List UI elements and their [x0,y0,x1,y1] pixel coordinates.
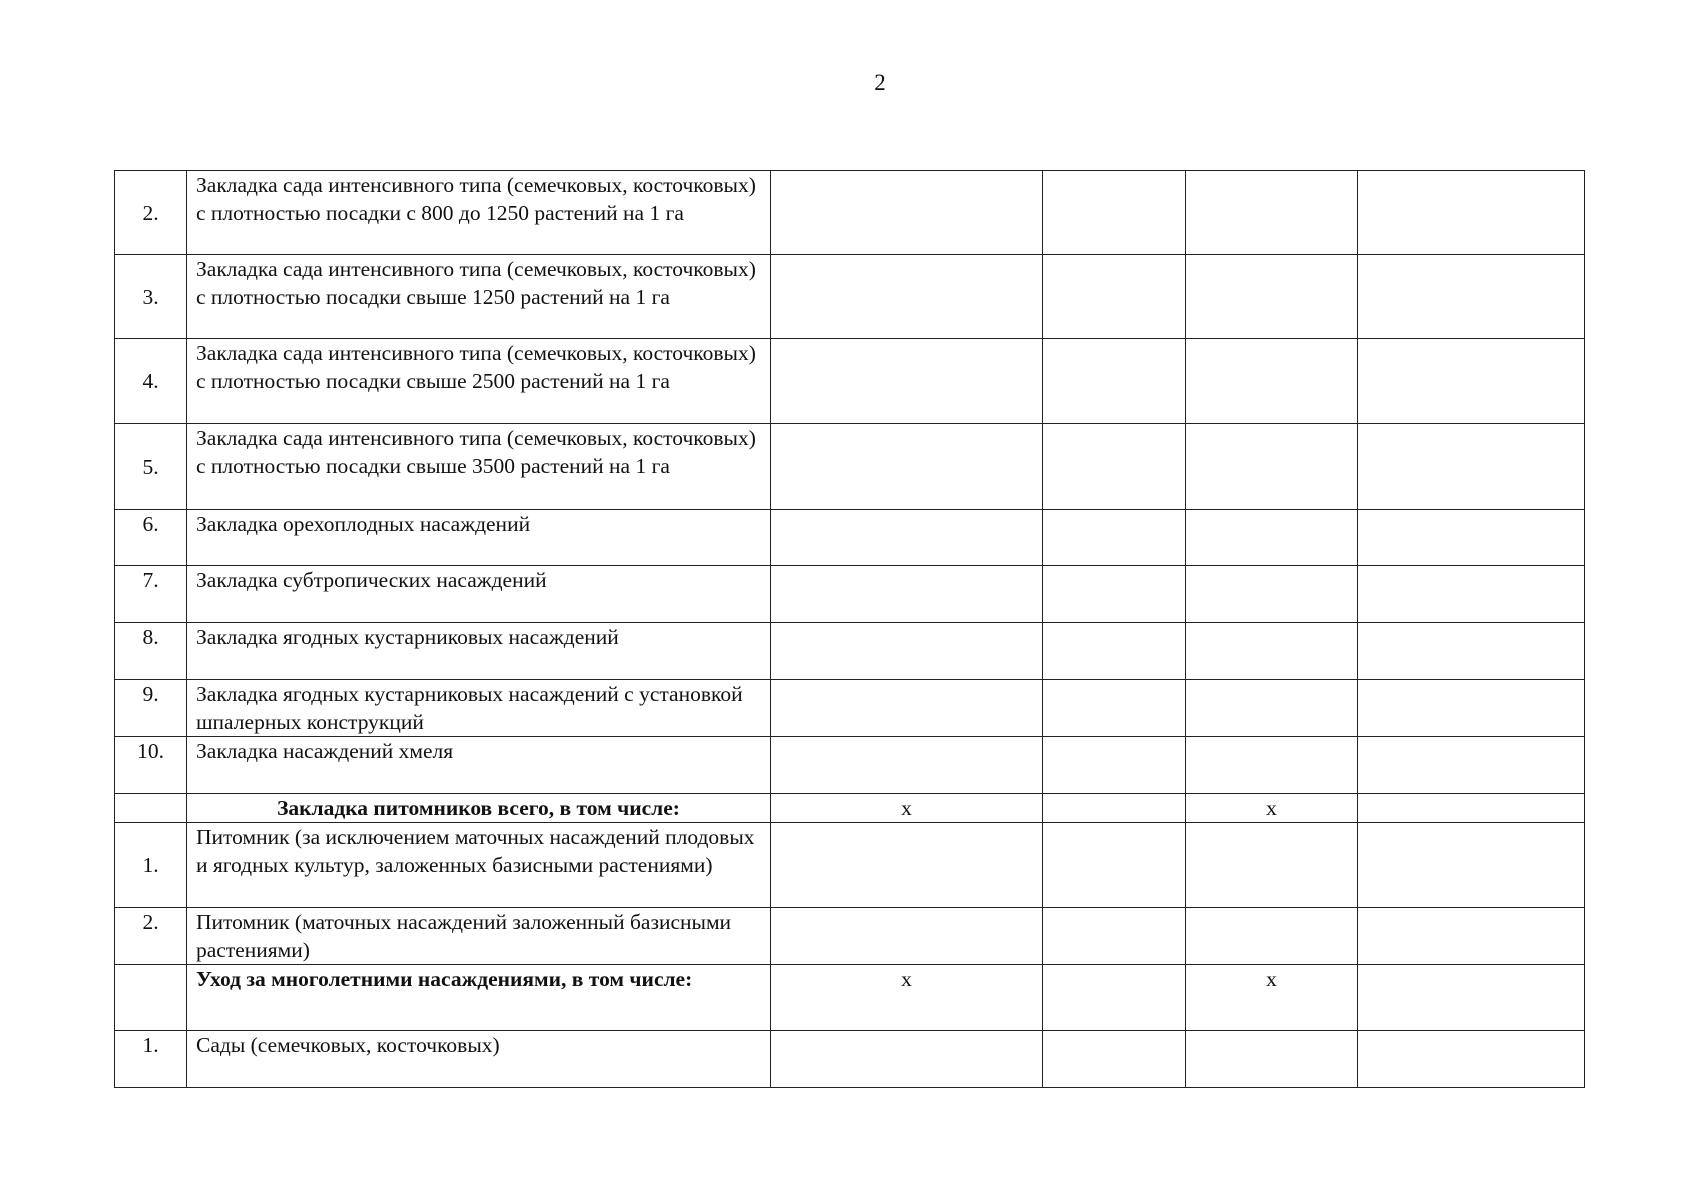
row-value-4 [1358,424,1585,510]
row-value-4 [1358,908,1585,965]
row-value-3: х [1186,965,1358,1031]
row-value-4 [1358,737,1585,794]
row-value-4 [1358,339,1585,424]
row-value-1 [771,510,1043,566]
table-row [115,623,1585,680]
table-row [115,908,1585,965]
row-value-4 [1358,171,1585,255]
row-value-1 [771,339,1043,424]
row-value-2 [1043,737,1186,794]
row-value-3 [1186,566,1358,623]
row-value-1 [771,424,1043,510]
row-value-2 [1043,255,1186,339]
row-number: 4. [115,339,187,424]
row-number: 1. [115,1031,187,1088]
row-value-4 [1358,566,1585,623]
row-value-4 [1358,680,1585,737]
row-value-1 [771,171,1043,255]
row-value-1 [771,737,1043,794]
row-name: Закладка орехоплодных насаждений [187,510,771,566]
row-value-2 [1043,965,1186,1031]
table-row [115,255,1585,339]
row-value-3 [1186,424,1358,510]
row-name: Закладка сада интенсивного типа (семечковых, косточковых) с плотностью посадки свыше 3500 растений на 1 га [187,424,771,510]
table-row [115,794,1585,823]
row-value-2 [1043,339,1186,424]
row-value-2 [1043,424,1186,510]
row-value-4 [1358,1031,1585,1088]
row-name: Уход за многолетними насаждениями, в том числе: [187,965,771,1031]
row-value-2 [1043,908,1186,965]
row-value-1: х [771,794,1043,823]
row-value-2 [1043,566,1186,623]
row-value-2 [1043,171,1186,255]
row-value-1 [771,1031,1043,1088]
row-name: Закладка питомников всего, в том числе: [187,794,771,823]
row-name: Закладка субтропических насаждений [187,566,771,623]
table-row [115,339,1585,424]
row-value-2 [1043,680,1186,737]
page-number: 2 [874,70,886,95]
row-value-4 [1358,965,1585,1031]
row-value-3 [1186,510,1358,566]
row-value-2 [1043,794,1186,823]
table-row [115,1031,1585,1088]
row-value-3 [1186,171,1358,255]
row-value-1 [771,623,1043,680]
table-row [115,965,1585,1031]
row-value-3 [1186,255,1358,339]
row-value-3 [1186,737,1358,794]
row-value-3 [1186,623,1358,680]
row-value-4 [1358,794,1585,823]
row-value-1 [771,823,1043,908]
table-row [115,424,1585,510]
row-value-2 [1043,623,1186,680]
row-value-1 [771,255,1043,339]
row-value-1 [771,680,1043,737]
row-value-4 [1358,623,1585,680]
row-name: Закладка сада интенсивного типа (семечковых, косточковых) с плотностью посадки свыше 2500 растений на 1 га [187,339,771,424]
row-value-1: х [771,965,1043,1031]
row-number: 8. [115,623,187,680]
row-number: 7. [115,566,187,623]
row-number: 2. [115,908,187,965]
row-value-3 [1186,1031,1358,1088]
row-value-3 [1186,680,1358,737]
row-name: Питомник (за исключением маточных насаждений плодовых и ягодных культур, заложенных базисными растениями) [187,823,771,908]
table-row [115,510,1585,566]
row-name: Сады (семечковых, косточковых) [187,1031,771,1088]
table-row [115,680,1585,737]
row-number: 2. [115,171,187,255]
row-value-2 [1043,823,1186,908]
row-value-1 [771,566,1043,623]
row-number: 10. [115,737,187,794]
row-number: 3. [115,255,187,339]
row-value-1 [771,908,1043,965]
row-number: 6. [115,510,187,566]
row-name: Закладка насаждений хмеля [187,737,771,794]
row-value-4 [1358,510,1585,566]
row-value-3 [1186,908,1358,965]
row-name: Питомник (маточных насаждений заложенный базисными растениями) [187,908,771,965]
table-row [115,171,1585,255]
row-value-2 [1043,1031,1186,1088]
row-name: Закладка ягодных кустарниковых насаждений с установкой шпалерных конструкций [187,680,771,737]
row-number: 1. [115,823,187,908]
row-number [115,965,187,1031]
row-value-3: х [1186,794,1358,823]
row-name: Закладка сада интенсивного типа (семечковых, косточковых) с плотностью посадки свыше 1250 растений на 1 га [187,255,771,339]
row-value-3 [1186,339,1358,424]
row-name: Закладка сада интенсивного типа (семечковых, косточковых) с плотностью посадки с 800 до 1250 растений на 1 га [187,171,771,255]
row-value-2 [1043,510,1186,566]
row-name: Закладка ягодных кустарниковых насаждений [187,623,771,680]
row-number: 9. [115,680,187,737]
row-value-4 [1358,255,1585,339]
form-table [114,170,1585,1088]
row-number [115,794,187,823]
row-value-3 [1186,823,1358,908]
table-row [115,823,1585,908]
row-value-4 [1358,823,1585,908]
row-number: 5. [115,424,187,510]
table-row [115,566,1585,623]
table-row [115,737,1585,794]
